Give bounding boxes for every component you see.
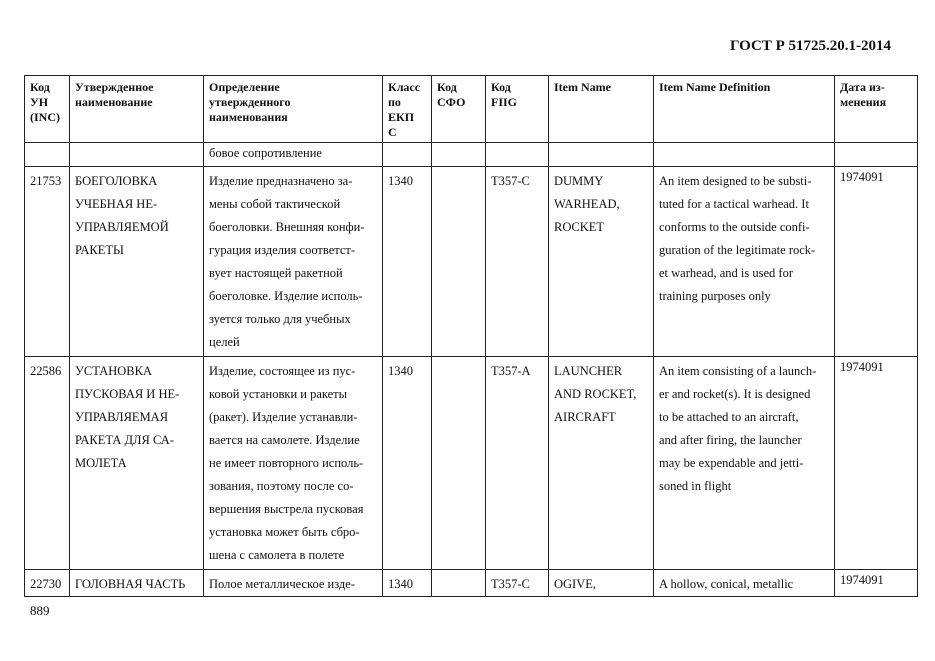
item-name-cell: OGIVE, <box>549 570 654 597</box>
table-header-row <box>25 76 918 143</box>
col-header-sfo-code: Код СФО <box>432 76 486 143</box>
change-date-cell: 1974091 <box>835 570 918 597</box>
inc-code-cell: 21753 <box>25 167 70 357</box>
sfo-code-cell <box>432 570 486 597</box>
definition-cell: бовое сопротивление <box>204 143 383 167</box>
item-definition-cell: A hollow, conical, metallic <box>654 570 835 597</box>
change-date-cell: 1974091 <box>835 167 918 357</box>
document-standard-header: ГОСТ Р 51725.20.1-2014 <box>729 38 891 54</box>
table-row-continuation <box>25 143 918 167</box>
fiig-code-cell: T357-C <box>486 167 549 357</box>
sfo-code-cell <box>432 167 486 357</box>
change-date-cell: 1974091 <box>835 357 918 570</box>
definition-cell: Полое металлическое изде- <box>204 570 383 597</box>
item-name-cell: LAUNCHER AND ROCKET, AIRCRAFT <box>549 357 654 570</box>
col-header-item-name-definition: Item Name Definition <box>654 76 835 143</box>
approved-name-cell: ГОЛОВНАЯ ЧАСТЬ <box>70 570 204 597</box>
item-definition-cell: An item designed to be substi- tuted for a tactical warhead. It conforms to the outside confi- guration of the legitimate rock- et warhead, and is used for training purposes only <box>654 167 835 357</box>
col-header-item-name: Item Name <box>549 76 654 143</box>
ekps-class-cell: 1340 <box>383 357 432 570</box>
inc-code-cell: 22586 <box>25 357 70 570</box>
table-row <box>25 167 918 357</box>
definition-cell: Изделие предназначено за- мены собой тактической боеголовки. Внешняя конфи- гурация изделия соответст- вует настоящей ракетной боеголовке. Изделие исполь- зуется только для учебных целей <box>204 167 383 357</box>
definition-cell: Изделие, состоящее из пус- ковой установки и ракеты (ракет). Изделие устанавли- вается на самолете. Изделие не имеет повторного исполь- зования, поэтому после со- вершения выстрела пусковая установка может быть сбро- шена с самолета в полете <box>204 357 383 570</box>
approved-name-cell: УСТАНОВКА ПУСКОВАЯ И НЕ- УПРАВЛЯЕМАЯ РАКЕТА ДЛЯ СА- МОЛЕТА <box>70 357 204 570</box>
col-header-approved-name: Утвержденное наименование <box>70 76 204 143</box>
table-row <box>25 570 918 597</box>
col-header-change-date: Дата из- менения <box>835 76 918 143</box>
fiig-code-cell: T357-C <box>486 570 549 597</box>
item-definition-cell: An item consisting of a launch- er and rocket(s). It is designed to be attached to an aircraft, and after firing, the launcher may be expendable and jetti- soned in flight <box>654 357 835 570</box>
ekps-class-cell: 1340 <box>383 570 432 597</box>
fiig-code-cell: T357-A <box>486 357 549 570</box>
sfo-code-cell <box>432 357 486 570</box>
ekps-class-cell: 1340 <box>383 167 432 357</box>
table-row <box>25 357 918 570</box>
inc-code-cell: 22730 <box>25 570 70 597</box>
col-header-inc-code: Код УН (INC) <box>25 76 70 143</box>
col-header-ekps-class: Класс по ЕКП С <box>383 76 432 143</box>
approved-name-cell: БОЕГОЛОВКА УЧЕБНАЯ НЕ- УПРАВЛЯЕМОЙ РАКЕТЫ <box>70 167 204 357</box>
classification-table <box>24 75 918 597</box>
page-number: 889 <box>30 603 50 618</box>
col-header-fiig-code: Код FIIG <box>486 76 549 143</box>
item-name-cell: DUMMY WARHEAD, ROCKET <box>549 167 654 357</box>
col-header-name-definition: Определение утвержденного наименования <box>204 76 383 143</box>
